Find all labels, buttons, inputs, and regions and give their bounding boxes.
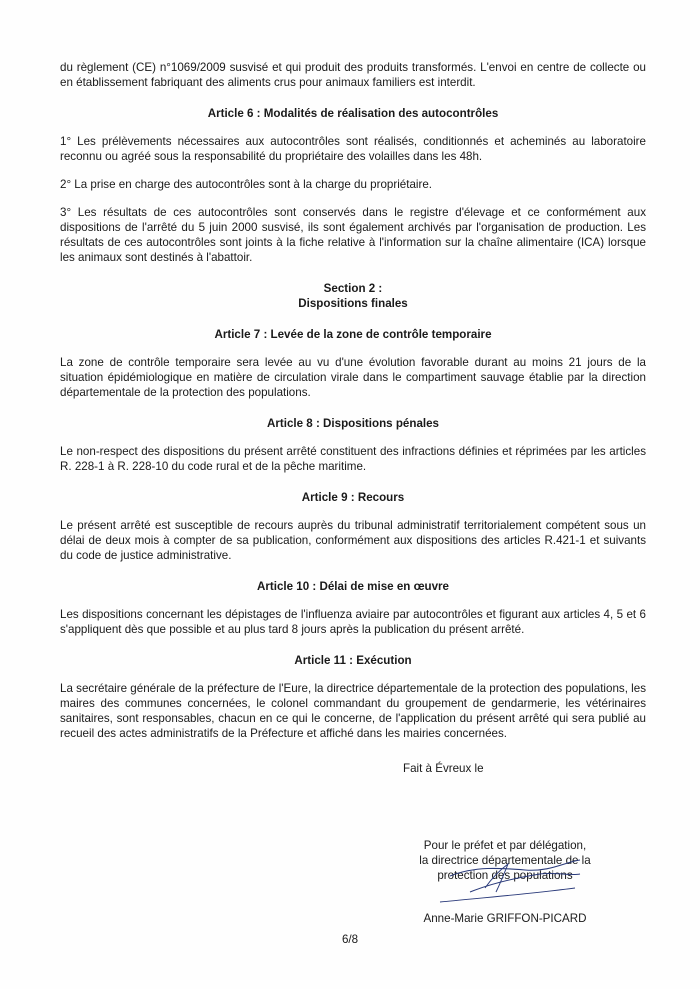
signer-name: Anne-Marie GRIFFON-PICARD: [423, 912, 587, 925]
article-7-title: Article 7 : Levée de la zone de contrôle temporaire: [214, 328, 492, 341]
article-10-title: Article 10 : Délai de mise en œuvre: [256, 580, 450, 593]
page-number: 6/8: [341, 933, 359, 946]
top-paragraph: du règlement (CE) n°1069/2009 susvisé et qui produit des produits transformés. L'envoi en centre de collecte ou en établissement fabriquant des aliments crus pour animaux familiers est interdit.: [60, 61, 646, 89]
document-body: [60, 60, 646, 741]
article-6-paragraph-3: 3° Les résultats de ces autocontrôles sont conservés dans le registre d'élevage et ce conformément aux dispositions de l'arrêté du 5 juin 2000 susvisé, ils sont également archivés par l'organisation de production. Les résultats de ces autocontrôles sont joints à la fiche relative à l'information sur la chaîne alimentaire (ICA) lorsque les animaux sont destinés à l'abattoir.: [60, 206, 646, 264]
article-6-title: Article 6 : Modalités de réalisation des autocontrôles: [207, 107, 499, 120]
article-6-paragraph-2: 2° La prise en charge des autocontrôles sont à la charge du propriétaire.: [60, 178, 433, 191]
signature-line-3: protection des populations: [437, 869, 573, 882]
article-11-paragraph: La secrétaire générale de la préfecture de l'Eure, la directrice départementale de la protection des populations, les maires des communes concernées, le colonel commandant du groupement de gendarmerie, les vétérinaires sanitaires, sont responsables, chacun en ce qui le concerne, de l'application du présent arrêté qui sera publié au recueil des actes administratifs de la Préfecture et affiché dans les mairies concernées.: [60, 682, 646, 740]
place-date-line: Fait à Évreux le: [403, 762, 484, 775]
article-11-title: Article 11 : Exécution: [294, 654, 412, 667]
signature-line-2: la directrice départementale de la: [419, 854, 591, 867]
article-9-title: Article 9 : Recours: [301, 491, 405, 504]
article-7-paragraph: La zone de contrôle temporaire sera levée au vu d'une évolution favorable durant au moins 21 jours de la situation épidémiologique en matière de circulation virale dans le compartiment sauvage établie par la direction départementale de la protection des populations.: [60, 356, 646, 399]
section-2-subheading: Dispositions finales: [298, 297, 408, 310]
article-9-paragraph: Le présent arrêté est susceptible de recours auprès du tribunal administratif territorialement compétent sous un délai de deux mois à compter de sa publication, conformément aux dispositions des articles R.421-1 et suivants du code de justice administrative.: [60, 519, 646, 562]
article-10-paragraph: Les dispositions concernant les dépistages de l'influenza aviaire par autocontrôles et figurant aux articles 4, 5 et 6 s'appliquent dès que possible et au plus tard 8 jours après la publication du présent arrêté.: [60, 608, 646, 636]
article-6-paragraph-1: 1° Les prélèvements nécessaires aux autocontrôles sont réalisés, conditionnés et acheminés au laboratoire reconnu ou agréé sous la responsabilité du propriétaire des volailles dans les 48h.: [60, 135, 646, 163]
section-2-heading: Section 2 :: [323, 282, 383, 295]
article-8-paragraph: Le non-respect des dispositions du présent arrêté constituent des infractions définies et réprimées par les articles R. 228-1 à R. 228-10 du code rural et de la pêche maritime.: [60, 445, 646, 473]
article-8-title: Article 8 : Dispositions pénales: [266, 417, 440, 430]
handwritten-signature: [430, 848, 590, 908]
signature-line-1: Pour le préfet et par délégation,: [423, 839, 587, 852]
